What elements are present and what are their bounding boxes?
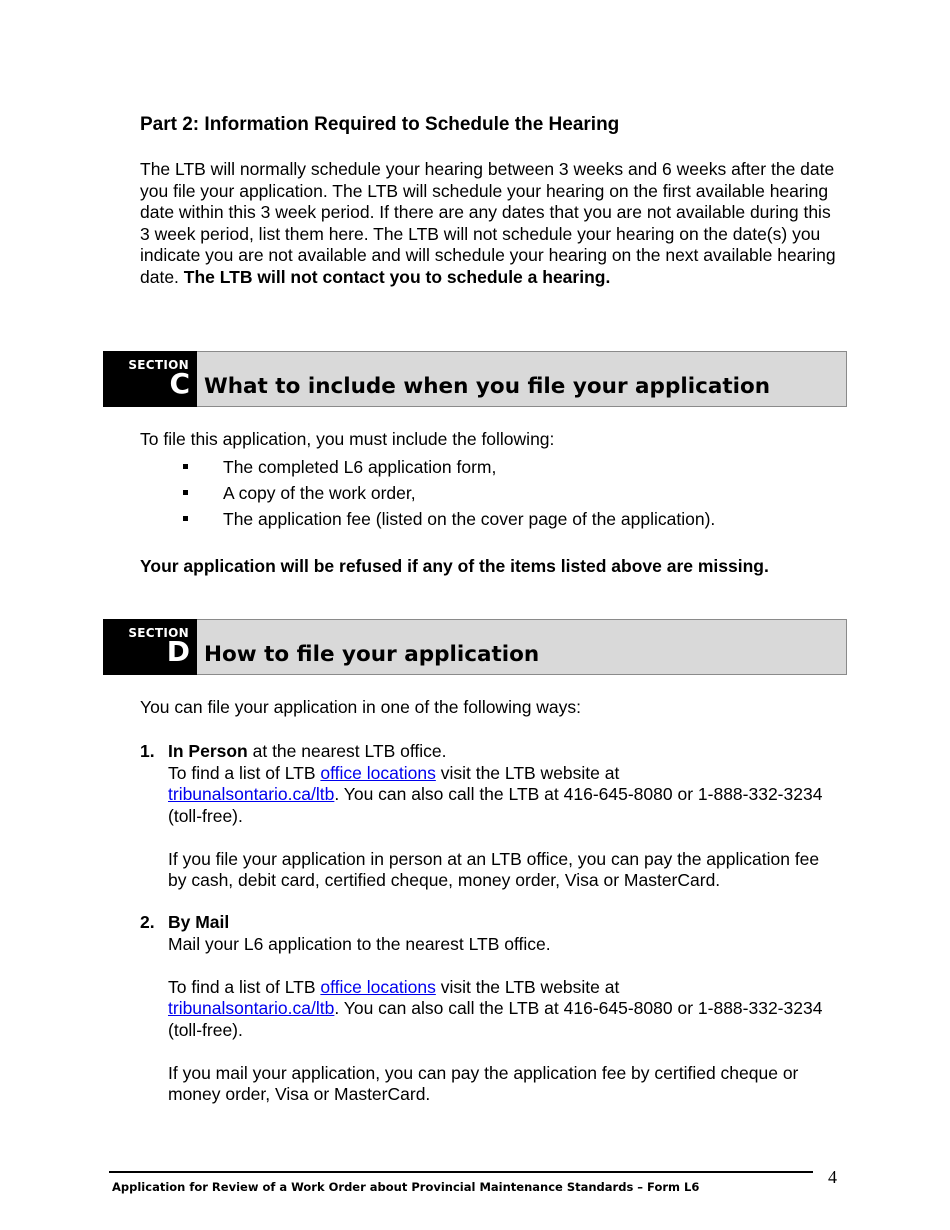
part2-heading: Part 2: Information Required to Schedule the Hearing [140, 114, 620, 135]
method-1-find-post: . You can also call the LTB at 416-645-8080 or 1-888-332-3234 (toll-free). [168, 784, 823, 826]
office-locations-link[interactable]: office locations [320, 762, 436, 783]
part2-body-text: The LTB will normally schedule your hearing between 3 weeks and 6 weeks after the date you file your application. The LTB will schedule your hearing on the first available hearing date within this 3 week period. If there are any dates that you are not available during this 3 week period, list them here. The LTB will not schedule your hearing on the date(s) you indicate you are not available and will schedule your hearing on the next available hearing date. [140, 159, 836, 287]
section-d-tag-word: SECTION [128, 626, 189, 640]
footer-title: Application for Review of a Work Order about Provincial Maintenance Standards – Form L6 [112, 1180, 700, 1194]
bullet-icon [183, 490, 188, 495]
section-d-header [103, 619, 847, 675]
method-1-payment: If you file your application in person at an LTB office, you can pay the application fee by cash, debit card, certified cheque, money order, Visa or MasterCard. [168, 848, 820, 890]
section-c-tag [103, 351, 197, 407]
bullet-icon [183, 464, 188, 469]
section-c-intro: To file this application, you must include the following: [140, 429, 555, 449]
method-2-payment: If you mail your application, you can pay the application fee by certified cheque or money order, Visa or MasterCard. [168, 1062, 799, 1104]
method-2-block [168, 912, 848, 1106]
method-1-find-pre: To find a list of LTB [168, 762, 321, 783]
part2-body-bold: The LTB will not contact you to schedule a hearing. [183, 266, 611, 287]
page-number: 4 [828, 1167, 837, 1187]
list-item [140, 480, 715, 506]
method-2-find-mid: visit the LTB website at [435, 976, 620, 997]
method-1-find [168, 763, 833, 828]
method-2-find [168, 977, 833, 1042]
method-1-title: In Person [168, 741, 248, 761]
method-1-block [168, 741, 848, 892]
method-2-find-post: . You can also call the LTB at 416-645-8080 or 1-888-332-3234 (toll-free). [168, 998, 823, 1040]
ltb-website-link[interactable]: tribunalsontario.ca/ltb [168, 998, 335, 1018]
part2-body [140, 159, 840, 288]
method-2-number: 2. [140, 912, 155, 932]
required-items-list [140, 454, 715, 532]
method-2-title: By Mail [168, 912, 230, 932]
list-item-text: A copy of the work order, [223, 483, 416, 503]
list-item-text: The completed L6 application form, [223, 457, 497, 477]
section-d-intro: You can file your application in one of the following ways: [140, 697, 582, 717]
section-d-tag-letter: D [166, 635, 190, 668]
ltb-website-link[interactable]: tribunalsontario.ca/ltb [168, 784, 335, 804]
section-d-tag [103, 619, 197, 675]
method-1-find-mid: visit the LTB website at [435, 762, 620, 783]
method-2-line: Mail your L6 application to the nearest LTB office. [168, 933, 551, 954]
method-1-title-rest: at the nearest LTB office. [247, 741, 447, 761]
list-item [140, 454, 715, 480]
office-locations-link[interactable]: office locations [320, 976, 436, 997]
section-c-tag-letter: C [169, 367, 190, 400]
method-1-heading [168, 741, 848, 763]
refusal-warning: Your application will be refused if any of the items listed above are missing. [140, 556, 769, 576]
list-item [140, 506, 715, 532]
section-c-title: What to include when you file your application [204, 374, 771, 399]
bullet-icon [183, 516, 188, 521]
method-1-number: 1. [140, 741, 155, 761]
method-2-find-pre: To find a list of LTB [168, 976, 321, 997]
footer-divider [109, 1171, 813, 1173]
list-item-text: The application fee (listed on the cover page of the application). [223, 509, 716, 529]
section-c-header [103, 351, 847, 407]
method-2-heading [168, 912, 848, 934]
section-c-tag-word: SECTION [128, 358, 189, 372]
section-d-title: How to file your application [204, 642, 540, 667]
